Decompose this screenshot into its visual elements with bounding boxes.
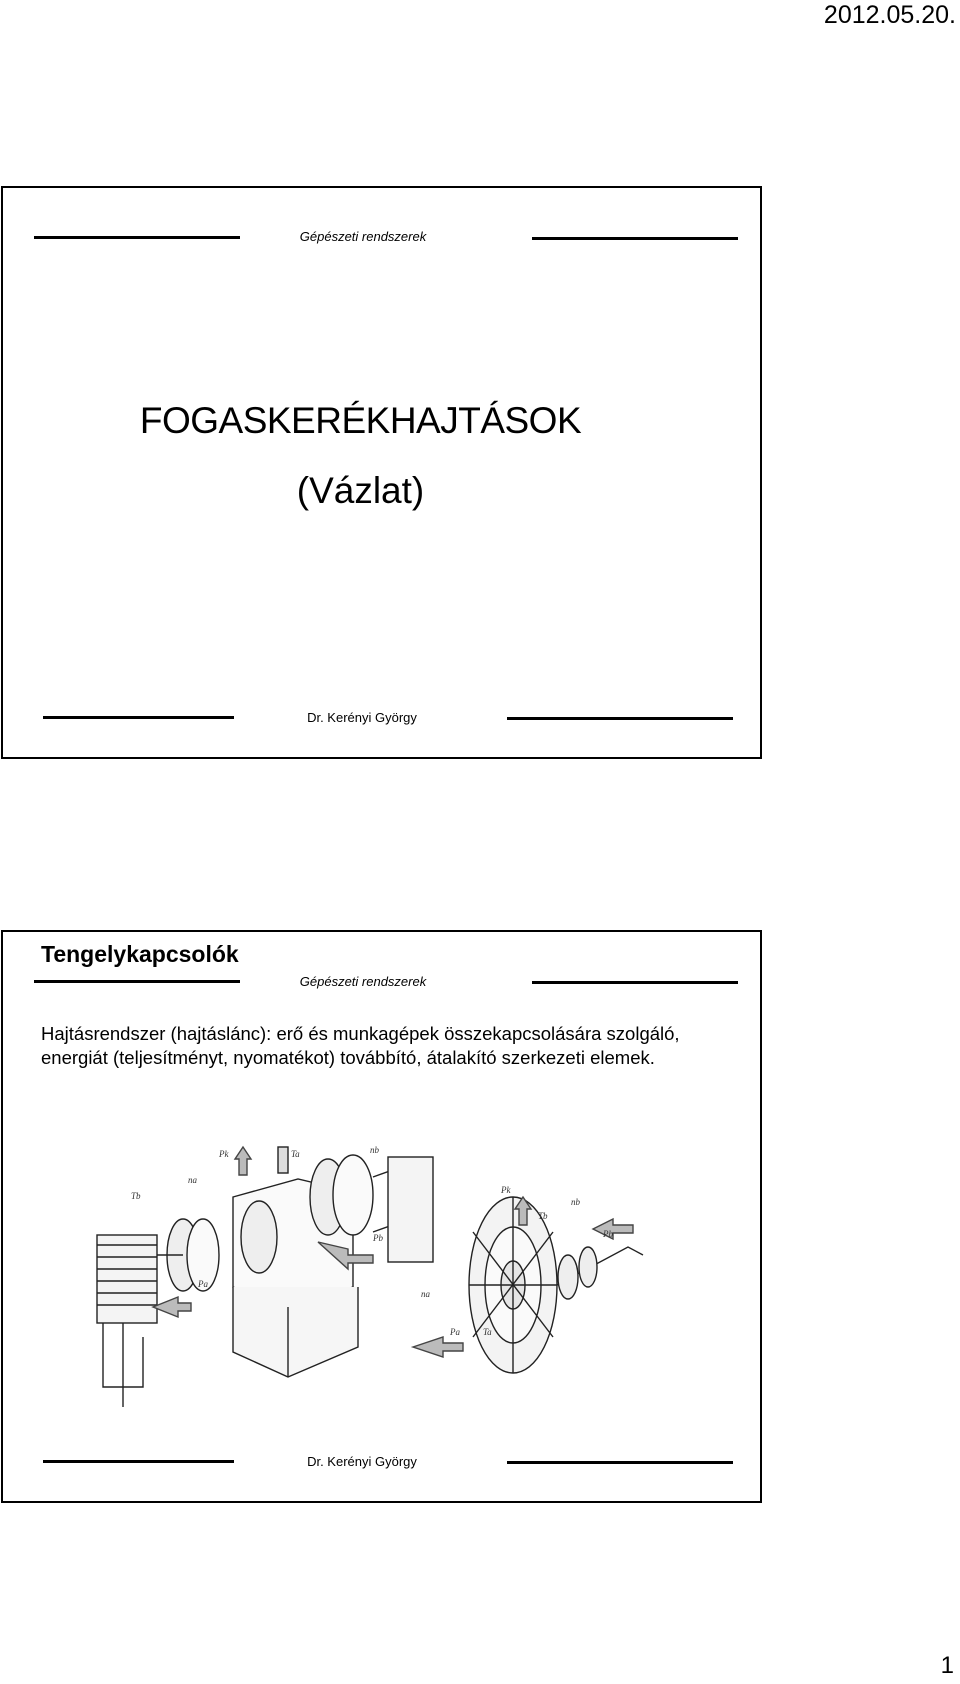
slide-subtitle: (Vázlat) [296, 470, 425, 511]
label-pa-2: Pa [450, 1327, 460, 1337]
footer-rule-right [507, 1461, 733, 1464]
slide-title: Tengelykapcsolók [41, 941, 239, 967]
label-pk: Pk [219, 1149, 229, 1159]
slide-author: Dr. Kerényi György [307, 710, 417, 725]
coupling-drive-illustration [83, 1137, 673, 1417]
header-rule-left [34, 236, 240, 239]
footer-rule-left [43, 1460, 234, 1463]
header-rule-right [532, 237, 738, 240]
label-pb-2: Pb [603, 1229, 613, 1239]
label-ta-2: Ta [483, 1327, 492, 1337]
slide-author: Dr. Kerényi György [307, 1454, 417, 1469]
label-pa: Pa [198, 1279, 208, 1289]
footer-rule-left [43, 716, 234, 719]
label-nb-2: nb [571, 1197, 580, 1207]
turbine-drawing [469, 1197, 643, 1373]
label-tb-2: Tb [538, 1211, 548, 1221]
slide-2 [1, 930, 762, 1503]
header-rule-right [532, 981, 738, 984]
label-na-2: na [421, 1289, 430, 1299]
slide-title: FOGASKERÉKHAJTÁSOK [139, 400, 582, 441]
label-ta: Ta [291, 1149, 300, 1159]
slide-header-text: Gépészeti rendszerek [299, 974, 427, 989]
label-na: na [188, 1175, 197, 1185]
label-tb: Tb [131, 1191, 141, 1201]
label-nb: nb [370, 1145, 379, 1155]
slide-1 [1, 186, 762, 759]
slide-body-text: Hajtásrendszer (hajtáslánc): erő és munkagépek összekapcsolására szolgáló, energiát (teljesítményt, nyomatékot) továbbító, átalakító szerkezeti elemek. [41, 1023, 680, 1068]
slide-header-text: Gépészeti rendszerek [299, 229, 427, 244]
motor-drawing [97, 1235, 157, 1407]
label-pk-2: Pk [501, 1185, 511, 1195]
label-pb: Pb [373, 1233, 383, 1243]
page-date: 2012.05.20. [823, 1, 956, 29]
left-coupling-drawing [157, 1219, 219, 1291]
footer-rule-right [507, 717, 733, 720]
header-rule-left [34, 980, 240, 983]
page-number: 1 [940, 1652, 954, 1679]
